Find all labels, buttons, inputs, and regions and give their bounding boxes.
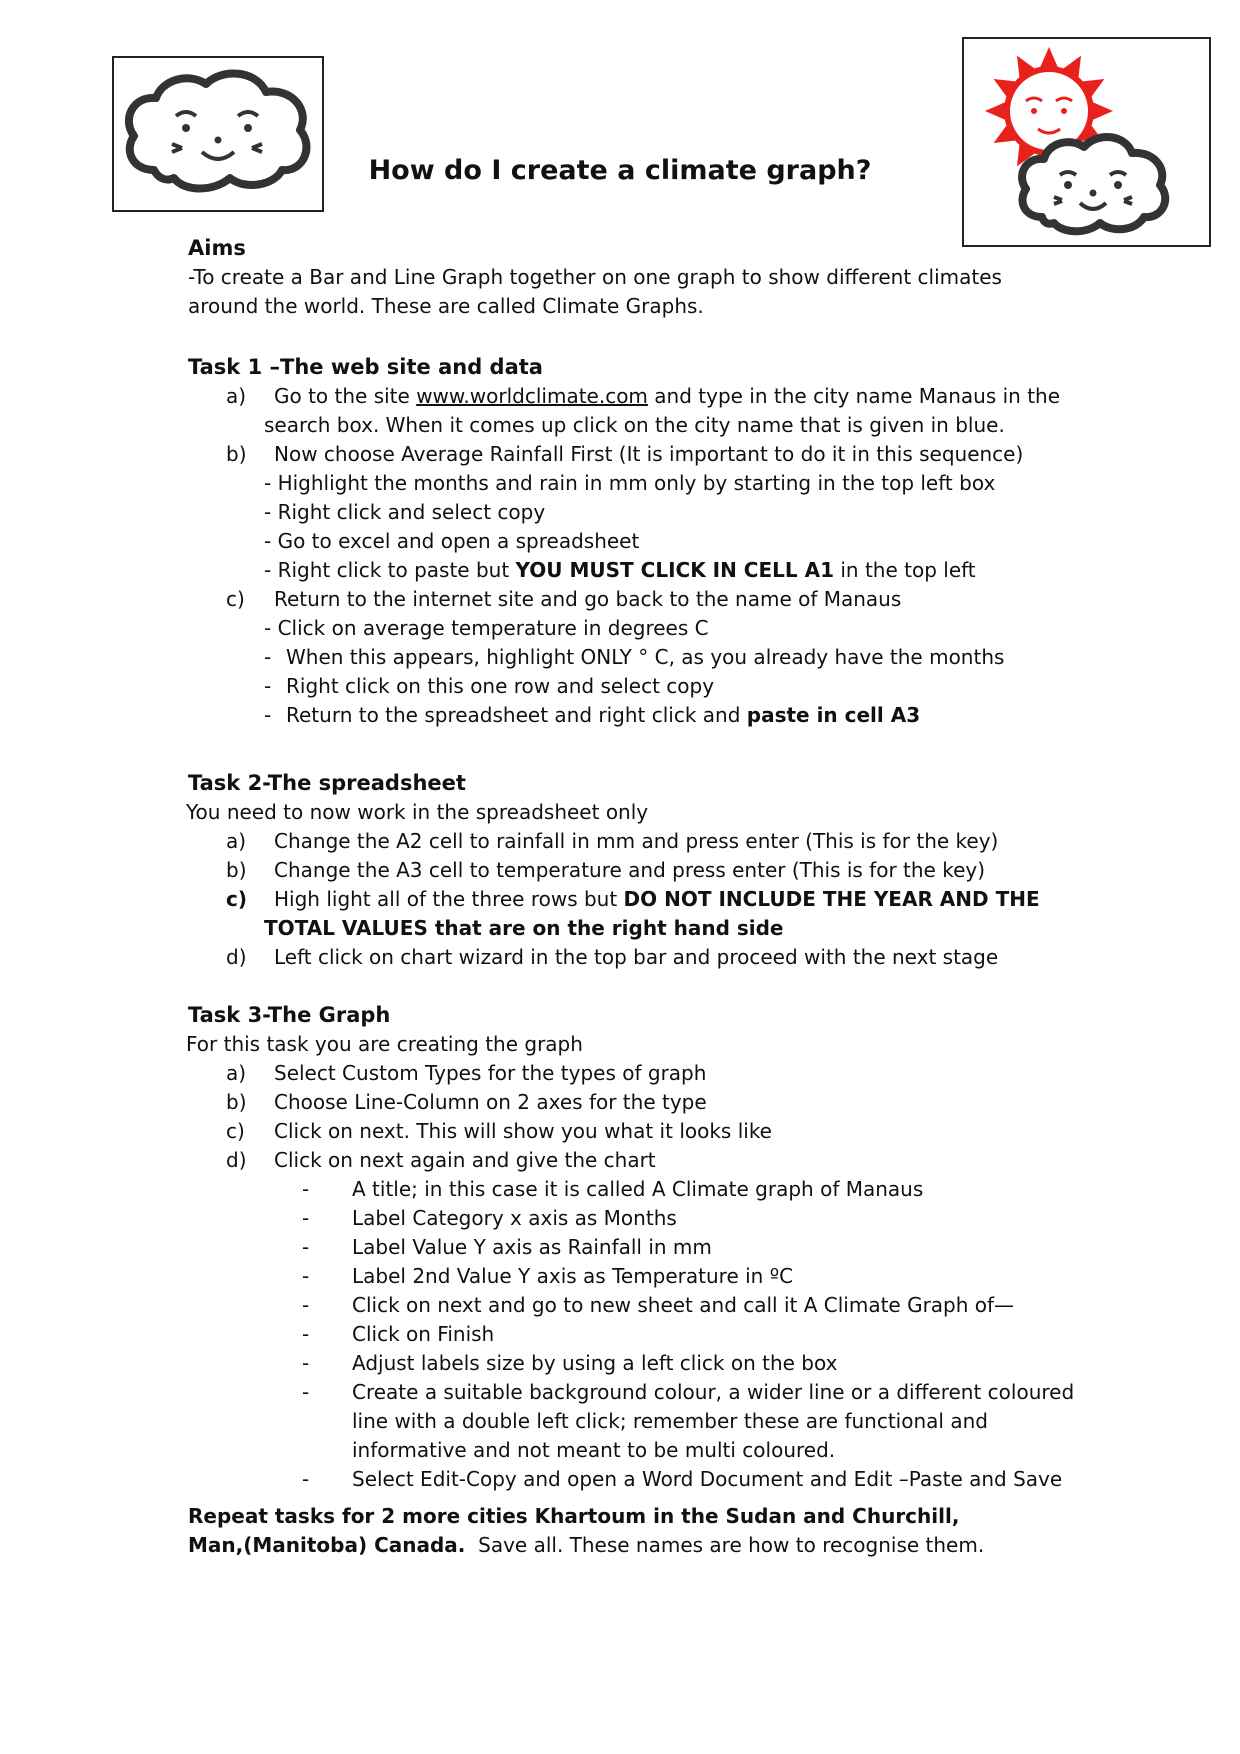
sub-text: Return to the spreadsheet and right click and [286,703,747,727]
cloud-clipart-frame [112,56,324,212]
sun-ray [1092,102,1113,120]
task3-intro: For this task you are creating the graph [186,1032,583,1056]
task1-step-c [188,585,1088,614]
step-label: c) [226,1119,245,1143]
step-text-bold: TOTAL VALUES that are on the right hand side [264,916,784,940]
item-text: A title; in this case it is called A Climate graph of Manaus [352,1177,924,1201]
sub-text-bold: paste in cell A3 [746,703,921,727]
chart-option-item [302,1233,1088,1262]
dash-bullet: - [302,1293,310,1317]
task1-step-a-line2: search box. When it comes up click on the city name that is given in blue. [264,413,1005,437]
step-text: Left click on chart wizard in the top bar and proceed with the next stage [274,945,999,969]
task1-step-b [188,440,1088,469]
task1-b-sub2: - Right click and select copy [264,500,546,524]
chart-option-item [302,1320,1088,1349]
task1-b-sub4 [264,556,1088,585]
cloud-face-icon [114,58,322,210]
item-text: Label 2nd Value Y axis as Temperature in ºC [352,1264,794,1288]
sun-and-cloud-icon [964,39,1209,245]
step-text: Change the A2 cell to rainfall in mm and press enter (This is for the key) [274,829,999,853]
step-label: c) [226,887,247,911]
dash-bullet: - [302,1264,310,1288]
step-text: Now choose Average Rainfall First (It is important to do it in this sequence) [274,442,1024,466]
task2-heading: Task 2-The spreadsheet [188,771,466,795]
task1-section [188,352,1088,730]
aims-text-line1: -To create a Bar and Line Graph together on one graph to show different climates [188,265,1002,289]
task1-c-sub1: - Click on average temperature in degrees C [264,616,709,640]
item-text: Click on Finish [352,1322,495,1346]
task1-step-a [188,382,1088,411]
footer-line2 [188,1531,1088,1560]
chart-option-item [302,1378,1088,1465]
step-text: Click on next again and give the chart [274,1148,656,1172]
task1-b-sub1: - Highlight the months and rain in mm only by starting in the top left box [264,471,996,495]
task2-step-d [188,943,1088,972]
footer-note [188,1502,1088,1560]
task3-heading: Task 3-The Graph [188,1003,391,1027]
step-label: d) [226,945,247,969]
sub-text-bold: YOU MUST CLICK IN CELL A1 [515,558,834,582]
task2-intro: You need to now work in the spreadsheet only [186,800,649,824]
step-text: Return to the internet site and go back to the name of Manaus [274,587,902,611]
task2-step-c-line2 [264,914,1088,943]
page-title: How do I create a climate graph? [368,155,872,186]
item-text: Adjust labels size by using a left click on the box [352,1351,838,1375]
item-text: informative and not meant to be multi coloured. [352,1438,836,1462]
step-label: d) [226,1148,247,1172]
chart-option-item [302,1349,1088,1378]
sun-ray [1040,47,1058,68]
aims-text-line2: around the world. These are called Climate Graphs. [188,294,704,318]
task2-step-b [188,856,1088,885]
aims-heading: Aims [188,236,246,260]
step-text: Select Custom Types for the types of graph [274,1061,707,1085]
dash-bullet: - [302,1177,310,1201]
task1-c-sub3 [264,672,1088,701]
item-text: Click on next and go to new sheet and call it A Climate Graph of— [352,1293,1015,1317]
dash-bullet: - [302,1235,310,1259]
step-label: a) [226,384,247,408]
item-text: Create a suitable background colour, a wider line or a different coloured [352,1380,1075,1404]
chart-option-item [302,1291,1088,1320]
step-text-cont: and type in the city name Manaus in the [647,384,1061,408]
dash-bullet: - [302,1380,310,1404]
step-label: a) [226,1061,247,1085]
sub-text: Right click on this one row and select copy [286,674,715,698]
step-text: Change the A3 cell to temperature and press enter (This is for the key) [274,858,986,882]
item-text: line with a double left click; remember these are functional and [352,1409,988,1433]
dash-bullet: - [302,1322,310,1346]
task3-step-c [188,1117,1088,1146]
task1-c-sub2 [264,643,1088,672]
chart-option-item [302,1175,1088,1204]
dash-bullet: - [264,645,272,669]
step-text: Click on next. This will show you what it looks like [274,1119,772,1143]
footer-text-bold: Repeat tasks for 2 more cities Khartoum in the Sudan and Churchill, [188,1504,960,1528]
task3-step-a [188,1059,1088,1088]
step-text: High light all of the three rows but [274,887,624,911]
sub-text: When this appears, highlight ONLY ° C, as you already have the months [286,645,1005,669]
task3-section [188,1000,1088,1494]
worldclimate-link[interactable]: www.worldclimate.com [416,384,648,408]
task1-c-sub4 [264,701,1088,730]
item-text: Label Value Y axis as Rainfall in mm [352,1235,712,1259]
step-label: b) [226,442,247,466]
chart-option-item [302,1204,1088,1233]
sun-cloud-clipart-frame [962,37,1211,247]
step-label: b) [226,858,247,882]
item-text: Label Category x axis as Months [352,1206,677,1230]
dash-bullet: - [264,674,272,698]
task2-step-c [188,885,1088,914]
step-label: b) [226,1090,247,1114]
item-text: Select Edit-Copy and open a Word Document and Edit –Paste and Save [352,1467,1063,1491]
sub-text: - Right click to paste but [264,558,516,582]
footer-line1 [188,1502,1088,1531]
dash-bullet: - [264,703,272,727]
task1-b-sub3: - Go to excel and open a spreadsheet [264,529,640,553]
sub-text-cont: in the top left [834,558,976,582]
chart-option-item [302,1465,1088,1494]
task1-heading: Task 1 –The web site and data [188,355,543,379]
dash-bullet: - [302,1351,310,1375]
task3-step-b [188,1088,1088,1117]
dash-bullet: - [302,1206,310,1230]
step-text-bold: DO NOT INCLUDE THE YEAR AND THE [623,887,1040,911]
step-text: Choose Line-Column on 2 axes for the type [274,1090,707,1114]
sun-ray [985,102,1006,120]
task2-section [188,768,1088,972]
step-label: a) [226,829,247,853]
footer-text-bold: Man,(Manitoba) Canada. [188,1533,466,1557]
task2-step-a [188,827,1088,856]
chart-option-item [302,1262,1088,1291]
step-label: c) [226,587,245,611]
footer-text: Save all. These names are how to recognise them. [465,1533,985,1557]
aims-section [188,233,1088,321]
task3-step-d [188,1146,1088,1175]
step-text: Go to the site [274,384,417,408]
dash-bullet: - [302,1467,310,1491]
